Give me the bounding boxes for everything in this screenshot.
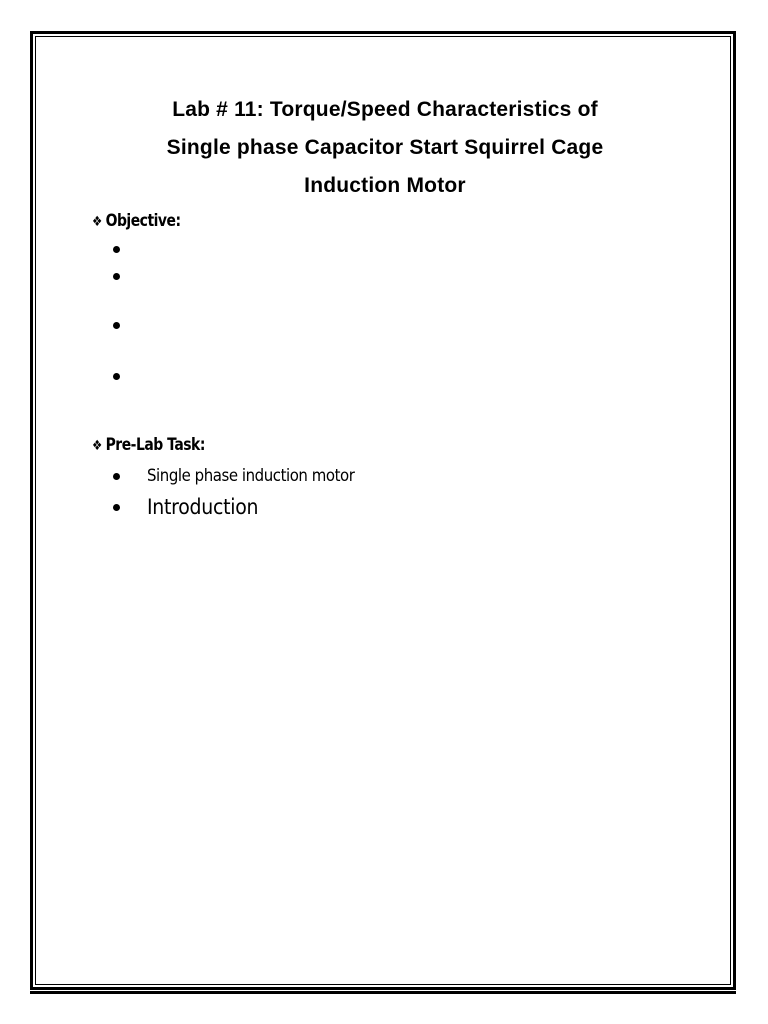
diamond-bullet-icon: ❖ [92, 214, 103, 230]
objective-heading [92, 210, 181, 233]
prelab-list-item [113, 494, 271, 520]
lab-title-line-1: Lab # 11: Torque/Speed Characteristics of [172, 98, 598, 121]
objective-bullet-4 [113, 373, 123, 383]
objective-bullet-3 [113, 322, 123, 332]
bottom-rule [30, 991, 736, 994]
lab-title [95, 91, 675, 205]
prelab-heading [92, 434, 205, 457]
prelab-heading-label: Pre-Lab Task: [105, 435, 205, 455]
bullet-dot-icon [113, 473, 120, 480]
objective-bullet-1 [113, 246, 123, 256]
prelab-list-item [113, 465, 383, 487]
bullet-dot-icon [113, 504, 120, 511]
prelab-item-text: Single phase induction motor [147, 466, 355, 486]
diamond-bullet-icon: ❖ [92, 438, 103, 454]
lab-title-line-2: Single phase Capacitor Start Squirrel Cage [166, 136, 604, 159]
lab-title-line-3: Induction Motor [304, 174, 466, 197]
prelab-item-text: Introduction [147, 495, 259, 519]
objective-bullet-2 [113, 273, 123, 283]
objective-heading-label: Objective: [105, 211, 181, 231]
